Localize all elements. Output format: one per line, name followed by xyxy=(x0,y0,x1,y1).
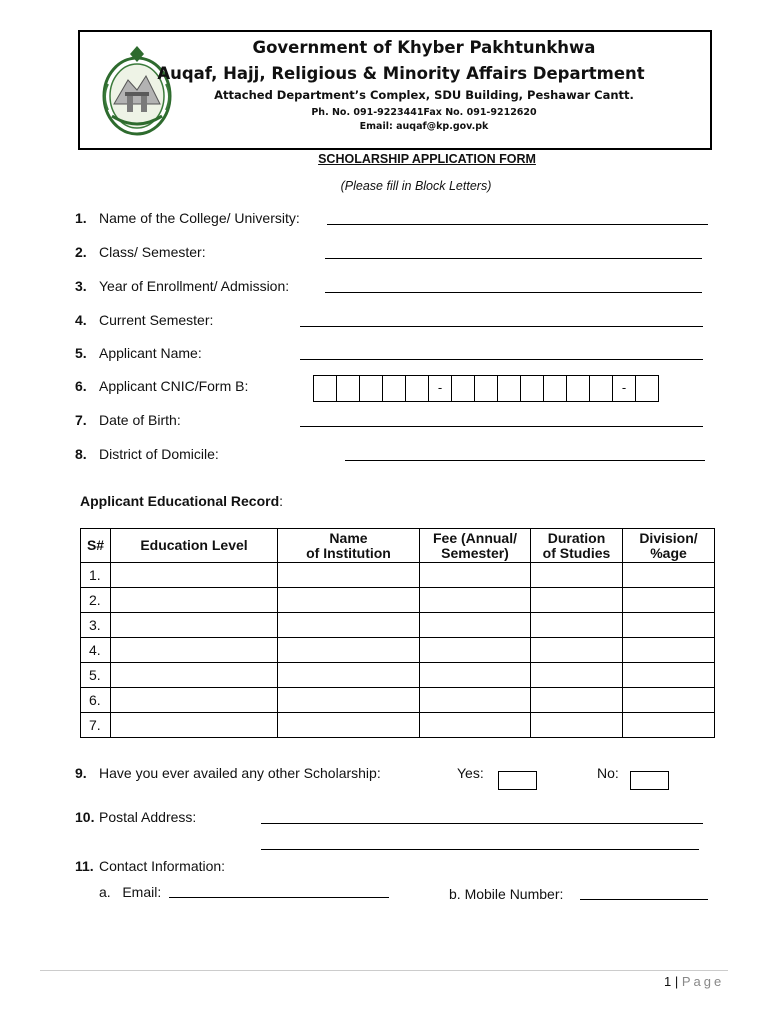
education-level-cell[interactable] xyxy=(111,663,278,688)
q4-number: 4. xyxy=(75,312,87,328)
educational-record-title xyxy=(80,493,283,509)
cnic-digit-box[interactable] xyxy=(498,376,521,401)
cnic-digit-box[interactable] xyxy=(383,376,406,401)
division-cell[interactable] xyxy=(623,663,715,688)
table-row xyxy=(81,638,715,663)
q3-label: Year of Enrollment/ Admission: xyxy=(99,278,290,294)
page-footer xyxy=(664,974,724,989)
cnic-separator: - xyxy=(429,376,452,401)
education-level-cell[interactable] xyxy=(111,638,278,663)
fee-cell[interactable] xyxy=(420,713,531,738)
cnic-digit-box[interactable] xyxy=(360,376,383,401)
duration-cell[interactable] xyxy=(531,638,623,663)
q8-number: 8. xyxy=(75,446,87,462)
row-number: 7. xyxy=(81,713,111,738)
header-duration: Duration of Studies xyxy=(531,529,623,563)
education-level-cell[interactable] xyxy=(111,613,278,638)
mobile-number-label: b. Mobile Number: xyxy=(449,886,564,902)
fee-cell[interactable] xyxy=(420,663,531,688)
cnic-digit-box[interactable] xyxy=(452,376,475,401)
table-header-row xyxy=(81,529,715,563)
institution-cell[interactable] xyxy=(278,638,420,663)
education-level-cell[interactable] xyxy=(111,563,278,588)
education-level-cell[interactable] xyxy=(111,688,278,713)
institution-cell[interactable] xyxy=(278,663,420,688)
q5-number: 5. xyxy=(75,345,87,361)
header-government: Government of Khyber Pakhtunkhwa xyxy=(252,38,596,57)
q8-label: District of Domicile: xyxy=(99,446,219,462)
education-level-cell[interactable] xyxy=(111,713,278,738)
institution-cell[interactable] xyxy=(278,563,420,588)
letterhead xyxy=(78,30,712,150)
q7-label: Date of Birth: xyxy=(99,412,181,428)
duration-cell[interactable] xyxy=(531,588,623,613)
q6-label: Applicant CNIC/Form B: xyxy=(99,378,249,394)
educational-record-title-colon: : xyxy=(279,493,284,509)
header-address: Attached Department’s Complex, SDU Building, Peshawar Cantt. xyxy=(214,88,634,102)
division-cell[interactable] xyxy=(623,588,715,613)
duration-cell[interactable] xyxy=(531,563,623,588)
page-label: Page xyxy=(681,974,725,989)
page-number: 1 xyxy=(664,974,672,989)
fee-cell[interactable] xyxy=(420,613,531,638)
duration-cell[interactable] xyxy=(531,713,623,738)
q9-label: Have you ever availed any other Scholarship: xyxy=(99,765,381,781)
q2-label: Class/ Semester: xyxy=(99,244,206,260)
fee-cell[interactable] xyxy=(420,638,531,663)
row-number: 4. xyxy=(81,638,111,663)
cnic-separator: - xyxy=(613,376,636,401)
duration-cell[interactable] xyxy=(531,663,623,688)
email-label: a. Email: xyxy=(99,884,162,900)
fee-cell[interactable] xyxy=(420,563,531,588)
cnic-digit-box[interactable] xyxy=(544,376,567,401)
institution-cell[interactable] xyxy=(278,688,420,713)
division-cell[interactable] xyxy=(623,713,715,738)
postal-address-line-1[interactable] xyxy=(261,823,703,824)
institution-cell[interactable] xyxy=(278,713,420,738)
q5-label: Applicant Name: xyxy=(99,345,202,361)
cnic-digit-box[interactable] xyxy=(406,376,429,401)
q9-no-label: No: xyxy=(597,765,619,781)
q9-no-checkbox[interactable] xyxy=(630,771,669,790)
cnic-digit-box[interactable] xyxy=(475,376,498,401)
institution-cell[interactable] xyxy=(278,588,420,613)
table-row xyxy=(81,563,715,588)
table-row xyxy=(81,613,715,638)
q10-label: Postal Address: xyxy=(99,809,197,825)
education-level-cell[interactable] xyxy=(111,588,278,613)
row-number: 5. xyxy=(81,663,111,688)
form-subtitle: (Please fill in Block Letters) xyxy=(340,179,492,193)
header-department: Auqaf, Hajj, Religious & Minority Affairs Department xyxy=(157,64,645,83)
row-number: 6. xyxy=(81,688,111,713)
q5-answer-line[interactable] xyxy=(300,359,703,360)
header-fee: Fee (Annual/ Semester) xyxy=(420,529,531,563)
row-number: 2. xyxy=(81,588,111,613)
cnic-digit-box[interactable] xyxy=(590,376,613,401)
header-education-level: Education Level xyxy=(111,529,278,563)
header-email: Email: auqaf@kp.gov.pk xyxy=(359,121,489,132)
division-cell[interactable] xyxy=(623,638,715,663)
q3-answer-line[interactable] xyxy=(325,292,702,293)
division-cell[interactable] xyxy=(623,688,715,713)
institution-cell[interactable] xyxy=(278,613,420,638)
q7-answer-line[interactable] xyxy=(300,426,703,427)
row-number: 3. xyxy=(81,613,111,638)
header-name-of-institution: Name of Institution xyxy=(278,529,420,563)
fee-cell[interactable] xyxy=(420,688,531,713)
footer-divider xyxy=(40,970,728,971)
q9-number: 9. xyxy=(75,765,87,781)
page-separator: | xyxy=(671,974,682,989)
q9-yes-label: Yes: xyxy=(457,765,484,781)
table-row xyxy=(81,713,715,738)
q4-label: Current Semester: xyxy=(99,312,214,328)
header-phone: Ph. No. 091-9223441Fax No. 091-9212620 xyxy=(311,107,537,118)
mobile-number-answer-line[interactable] xyxy=(580,899,708,900)
cnic-digit-box[interactable] xyxy=(314,376,337,401)
q4-answer-line[interactable] xyxy=(300,326,703,327)
table-row xyxy=(81,688,715,713)
cnic-digit-box[interactable] xyxy=(636,376,659,401)
q8-answer-line[interactable] xyxy=(345,460,705,461)
cnic-digit-box[interactable] xyxy=(567,376,590,401)
q1-number: 1. xyxy=(75,210,87,226)
q10-number: 10. xyxy=(75,809,95,825)
q9-yes-checkbox[interactable] xyxy=(498,771,537,790)
q11-label: Contact Information: xyxy=(99,858,226,874)
division-cell[interactable] xyxy=(623,563,715,588)
header-division: Division/ %age xyxy=(623,529,715,563)
fee-cell[interactable] xyxy=(420,588,531,613)
form-title: SCHOLARSHIP APPLICATION FORM xyxy=(318,152,536,166)
postal-address-line-2[interactable] xyxy=(261,849,699,850)
q1-label: Name of the College/ University: xyxy=(99,210,300,226)
header-sno: S# xyxy=(81,529,111,563)
q6-number: 6. xyxy=(75,378,87,394)
q11-number: 11. xyxy=(75,858,94,874)
duration-cell[interactable] xyxy=(531,613,623,638)
educational-record-table xyxy=(80,528,715,738)
division-cell[interactable] xyxy=(623,613,715,638)
cnic-digit-box[interactable] xyxy=(521,376,544,401)
q1-answer-line[interactable] xyxy=(327,224,708,225)
table-row xyxy=(81,588,715,613)
q7-number: 7. xyxy=(75,412,87,428)
duration-cell[interactable] xyxy=(531,688,623,713)
cnic-input-boxes[interactable] xyxy=(313,375,659,402)
q3-number: 3. xyxy=(75,278,87,294)
q2-number: 2. xyxy=(75,244,87,260)
email-answer-line[interactable] xyxy=(169,897,389,898)
table-row xyxy=(81,663,715,688)
educational-record-title-text: Applicant Educational Record xyxy=(80,493,280,509)
cnic-digit-box[interactable] xyxy=(337,376,360,401)
q2-answer-line[interactable] xyxy=(325,258,702,259)
row-number: 1. xyxy=(81,563,111,588)
